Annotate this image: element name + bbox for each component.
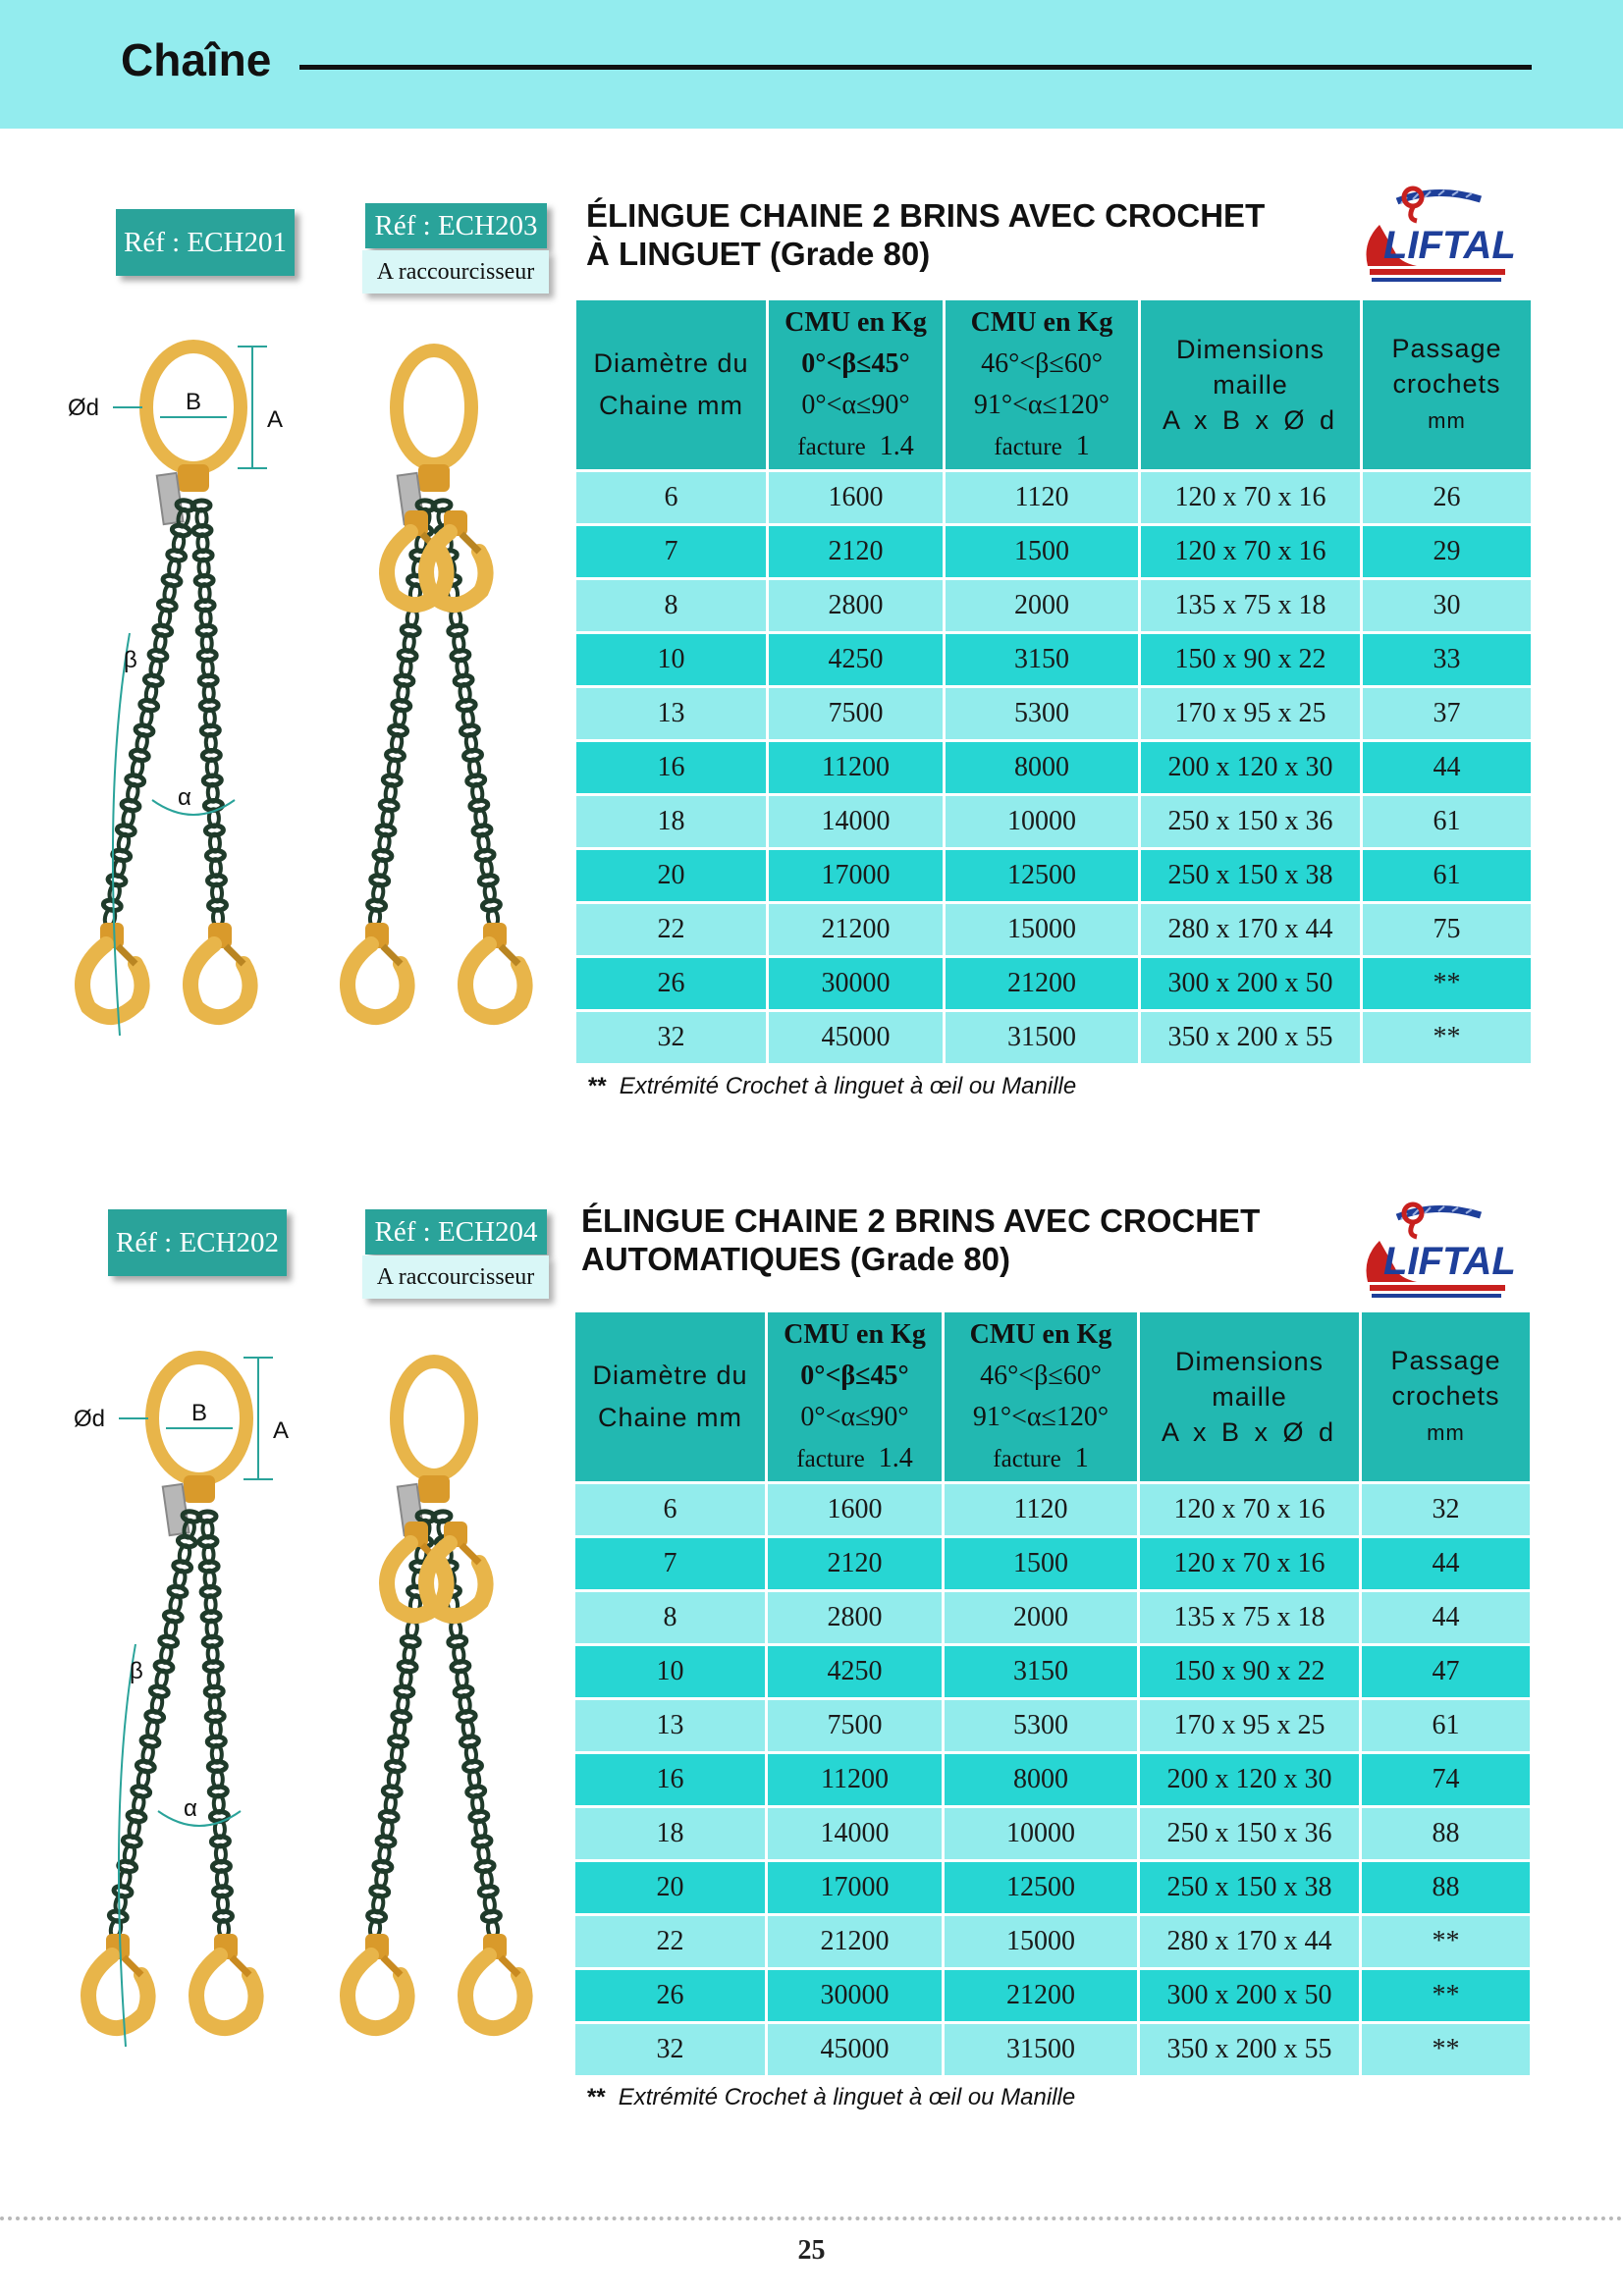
cell-passage: 29 [1363,526,1531,577]
table-row [575,1646,1530,1697]
cell-cmu-2: 12500 [945,1862,1137,1913]
col-header-cmu-2: CMU en Kg 46°<β≤60° 91°<α≤120° facture 1 [946,300,1138,469]
cell-diameter: 22 [575,1916,765,1967]
cell-diameter: 16 [576,742,766,793]
cell-diameter: 20 [576,850,766,901]
table-row [575,1916,1530,1967]
col-header-cmu-1: CMU en Kg 0°<β≤45° 0°<α≤90° facture 1.4 [768,1312,942,1481]
spec-table-header [576,300,1531,469]
coupling-link [184,1475,215,1503]
cell-dimensions: 200 x 120 x 30 [1141,742,1360,793]
cell-cmu-1: 4250 [769,634,943,685]
cell-passage: ** [1362,2024,1530,2075]
cell-passage: 61 [1362,1700,1530,1751]
cell-passage: ** [1362,1916,1530,1967]
cell-dimensions: 170 x 95 x 25 [1140,1700,1359,1751]
end-hook-right-body [465,944,525,1017]
coupling-link [178,464,209,492]
cell-diameter: 10 [576,634,766,685]
cell-dimensions: 280 x 170 x 44 [1140,1916,1359,1967]
cell-cmu-2: 12500 [946,850,1138,901]
cell-cmu-2: 2000 [946,580,1138,631]
table-row [576,904,1531,955]
spec-table-header [575,1312,1530,1481]
footnote-text: Extrémité Crochet à linguet à œil ou Manille [618,2084,1076,2110]
cell-cmu-1: 21200 [768,1916,942,1967]
label-dim-a: A [267,406,284,433]
cell-dimensions: 120 x 70 x 16 [1140,1538,1359,1589]
section-title [586,196,1265,273]
cell-cmu-1: 14000 [768,1808,942,1859]
cell-passage: 74 [1362,1754,1530,1805]
cell-cmu-1: 7500 [768,1700,942,1751]
cell-cmu-2: 3150 [945,1646,1137,1697]
label-diameter-d: Ød [74,1406,106,1432]
end-hook-right [196,1934,256,2028]
col-header-dimensions: Dimensions maille A x B x Ø d [1140,1312,1359,1481]
cell-dimensions: 350 x 200 x 55 [1140,2024,1359,2075]
section-title-line2: À LINGUET (Grade 80) [586,236,931,272]
cell-passage: ** [1362,1970,1530,2021]
logo-text: LIFTAL [1383,1240,1516,1283]
master-link [397,350,471,464]
col-header-passage: Passage crochets mm [1363,300,1531,469]
cell-diameter: 7 [576,526,766,577]
ref-badge-main: Réf : ECH201 [116,209,295,276]
logo-hook [1411,1223,1417,1237]
cell-passage: 61 [1363,796,1531,847]
end-hook-left-body [348,1955,407,2028]
cell-diameter: 10 [575,1646,765,1697]
section-title [581,1201,1260,1278]
cell-passage: ** [1363,1012,1531,1063]
cell-cmu-2: 1120 [945,1484,1137,1535]
cell-cmu-2: 31500 [945,2024,1137,2075]
table-row [576,1012,1531,1063]
cell-dimensions: 120 x 70 x 16 [1140,1484,1359,1535]
cell-dimensions: 150 x 90 x 22 [1140,1646,1359,1697]
cell-dimensions: 150 x 90 x 22 [1141,634,1360,685]
liftal-logo [1358,1200,1517,1302]
cell-passage: ** [1363,958,1531,1009]
cell-passage: 37 [1363,688,1531,739]
end-hook-left-body [82,944,142,1017]
end-hook-right-latch [226,946,243,964]
table-row [576,850,1531,901]
cell-cmu-2: 1500 [946,526,1138,577]
cell-dimensions: 250 x 150 x 38 [1140,1862,1359,1913]
cell-diameter: 13 [576,688,766,739]
cell-cmu-2: 1500 [945,1538,1137,1589]
cell-cmu-2: 10000 [946,796,1138,847]
cell-dimensions: 250 x 150 x 38 [1141,850,1360,901]
ref-badge-main: Réf : ECH202 [108,1209,287,1276]
cell-cmu-1: 30000 [768,1970,942,2021]
coupling-link [418,1475,450,1503]
cell-cmu-1: 11200 [768,1754,942,1805]
cell-cmu-1: 17000 [768,1862,942,1913]
cell-diameter: 6 [576,472,766,523]
cell-cmu-1: 30000 [769,958,943,1009]
cell-passage: 30 [1363,580,1531,631]
cell-dimensions: 120 x 70 x 16 [1141,472,1360,523]
cell-diameter: 32 [576,1012,766,1063]
cell-diameter: 8 [576,580,766,631]
section-title-line1: ÉLINGUE CHAINE 2 BRINS AVEC CROCHET [586,197,1266,234]
page-title: Chaîne [121,34,272,85]
cell-cmu-2: 15000 [945,1916,1137,1967]
cell-dimensions: 200 x 120 x 30 [1140,1754,1359,1805]
end-hook-right-latch [232,1957,249,1975]
col-header-diameter: Diamètre du Chaine mm [575,1312,765,1481]
col-header-passage: Passage crochets mm [1362,1312,1530,1481]
cell-cmu-2: 1120 [946,472,1138,523]
cell-cmu-1: 45000 [769,1012,943,1063]
cell-passage: 47 [1362,1646,1530,1697]
footnote-stars: ** [587,1073,606,1099]
cell-cmu-2: 10000 [945,1808,1137,1859]
end-hook-right-body [196,1955,256,2028]
end-hook-right [465,923,525,1017]
cell-cmu-1: 11200 [769,742,943,793]
label-angle-alpha: α [178,784,191,811]
cell-dimensions: 135 x 75 x 18 [1141,580,1360,631]
spec-table [573,297,1534,1066]
cell-cmu-1: 45000 [768,2024,942,2075]
cell-diameter: 7 [575,1538,765,1589]
label-diameter-d: Ød [68,395,100,421]
cell-cmu-1: 7500 [769,688,943,739]
table-row [575,1592,1530,1643]
cell-cmu-1: 2800 [769,580,943,631]
label-angle-beta: β [124,647,137,673]
table-row [575,2024,1530,2075]
cell-cmu-1: 1600 [769,472,943,523]
table-row [576,634,1531,685]
cell-cmu-2: 21200 [946,958,1138,1009]
end-hook-left [348,923,407,1017]
cell-diameter: 16 [575,1754,765,1805]
cell-passage: 44 [1362,1592,1530,1643]
cell-passage: 26 [1363,472,1531,523]
end-hook-right-body [465,1955,525,2028]
title-rule [299,65,1532,70]
col-header-cmu-1: CMU en Kg 0°<β≤45° 0°<α≤90° facture 1.4 [769,300,943,469]
end-hook-right [465,1934,525,2028]
cell-passage: 88 [1362,1862,1530,1913]
table-row [575,1970,1530,2021]
cell-dimensions: 135 x 75 x 18 [1140,1592,1359,1643]
ref-badge-alt-subtitle: A raccourcisseur [362,250,549,294]
cell-cmu-1: 17000 [769,850,943,901]
cell-diameter: 13 [575,1700,765,1751]
cell-diameter: 22 [576,904,766,955]
cell-cmu-1: 14000 [769,796,943,847]
table-row [575,1754,1530,1805]
cell-cmu-2: 2000 [945,1592,1137,1643]
label-angle-alpha: α [184,1795,197,1822]
footnote-stars: ** [586,2084,605,2110]
cell-dimensions: 300 x 200 x 50 [1141,958,1360,1009]
label-dim-b: B [186,389,202,415]
cell-dimensions: 250 x 150 x 36 [1140,1808,1359,1859]
table-row [576,796,1531,847]
table-row [576,958,1531,1009]
end-hook-right-latch [501,1957,518,1975]
cell-dimensions: 280 x 170 x 44 [1141,904,1360,955]
col-header-cmu-2: CMU en Kg 46°<β≤60° 91°<α≤120° facture 1 [945,1312,1137,1481]
cell-cmu-2: 5300 [946,688,1138,739]
section-title-line2: AUTOMATIQUES (Grade 80) [581,1241,1011,1277]
end-hook-right-body [190,944,250,1017]
footnote [587,1073,1076,1100]
end-hook-left-latch [118,946,135,964]
table-row [575,1700,1530,1751]
cell-passage: 75 [1363,904,1531,955]
cell-cmu-2: 21200 [945,1970,1137,2021]
cell-passage: 32 [1362,1484,1530,1535]
cell-diameter: 26 [575,1970,765,2021]
cell-diameter: 18 [575,1808,765,1859]
sling-diagram-main [67,1350,332,2076]
end-hook-left-latch [124,1957,141,1975]
footer-dotted-rule [0,2216,1623,2220]
end-hook-left [348,1934,407,2028]
label-dim-b: B [191,1400,208,1426]
label-angle-beta: β [130,1658,143,1684]
cell-passage: 88 [1362,1808,1530,1859]
footnote [586,2084,1075,2111]
cell-cmu-2: 15000 [946,904,1138,955]
sling-diagram-shortener [346,1350,542,2076]
table-row [576,688,1531,739]
table-row [576,742,1531,793]
cell-dimensions: 300 x 200 x 50 [1140,1970,1359,2021]
cell-diameter: 18 [576,796,766,847]
sling-diagram-shortener [346,339,542,1065]
cell-passage: 61 [1363,850,1531,901]
cell-cmu-2: 5300 [945,1700,1137,1751]
end-hook-left [82,923,142,1017]
end-hook-left-latch [383,946,401,964]
table-row [575,1862,1530,1913]
logo-text: LIFTAL [1383,224,1516,267]
cell-cmu-2: 3150 [946,634,1138,685]
logo-hook [1411,207,1417,221]
table-row [575,1538,1530,1589]
shortener-hook-right-latch [461,1545,479,1563]
cell-dimensions: 350 x 200 x 55 [1141,1012,1360,1063]
cell-diameter: 26 [576,958,766,1009]
cell-cmu-2: 8000 [945,1754,1137,1805]
end-hook-right-latch [501,946,518,964]
cell-diameter: 8 [575,1592,765,1643]
col-header-dimensions: Dimensions maille A x B x Ø d [1141,300,1360,469]
cell-passage: 33 [1363,634,1531,685]
header-band [0,0,1623,129]
table-row [575,1484,1530,1535]
cell-cmu-1: 2120 [768,1538,942,1589]
spec-table [572,1309,1533,2078]
cell-cmu-1: 2800 [768,1592,942,1643]
master-link [397,1362,471,1475]
cell-cmu-1: 2120 [769,526,943,577]
ref-badge-alt-subtitle: A raccourcisseur [362,1255,549,1299]
end-hook-left-body [88,1955,148,2028]
cell-cmu-2: 31500 [946,1012,1138,1063]
ref-badge-alt: Réf : ECH203 [365,203,547,248]
end-hook-right [190,923,250,1017]
end-hook-left-body [348,944,407,1017]
cell-cmu-1: 1600 [768,1484,942,1535]
coupling-link [418,464,450,492]
table-row [576,526,1531,577]
section-title-line1: ÉLINGUE CHAINE 2 BRINS AVEC CROCHET [581,1202,1261,1239]
table-row [576,472,1531,523]
cell-dimensions: 250 x 150 x 36 [1141,796,1360,847]
shortener-hook-right-latch [461,534,479,552]
label-dim-a: A [273,1417,290,1444]
end-hook-left-latch [383,1957,401,1975]
ref-badge-alt: Réf : ECH204 [365,1209,547,1255]
table-row [576,580,1531,631]
col-header-diameter: Diamètre du Chaine mm [576,300,766,469]
liftal-logo [1358,184,1517,286]
cell-diameter: 20 [575,1862,765,1913]
footnote-text: Extrémité Crochet à linguet à œil ou Manille [619,1073,1077,1099]
end-hook-left [88,1934,148,2028]
cell-dimensions: 170 x 95 x 25 [1141,688,1360,739]
cell-diameter: 32 [575,2024,765,2075]
cell-passage: 44 [1363,742,1531,793]
cell-dimensions: 120 x 70 x 16 [1141,526,1360,577]
table-row [575,1808,1530,1859]
cell-diameter: 6 [575,1484,765,1535]
cell-passage: 44 [1362,1538,1530,1589]
cell-cmu-2: 8000 [946,742,1138,793]
page-number: 25 [797,2235,826,2266]
cell-cmu-1: 4250 [768,1646,942,1697]
sling-diagram-main [61,339,326,1065]
cell-cmu-1: 21200 [769,904,943,955]
